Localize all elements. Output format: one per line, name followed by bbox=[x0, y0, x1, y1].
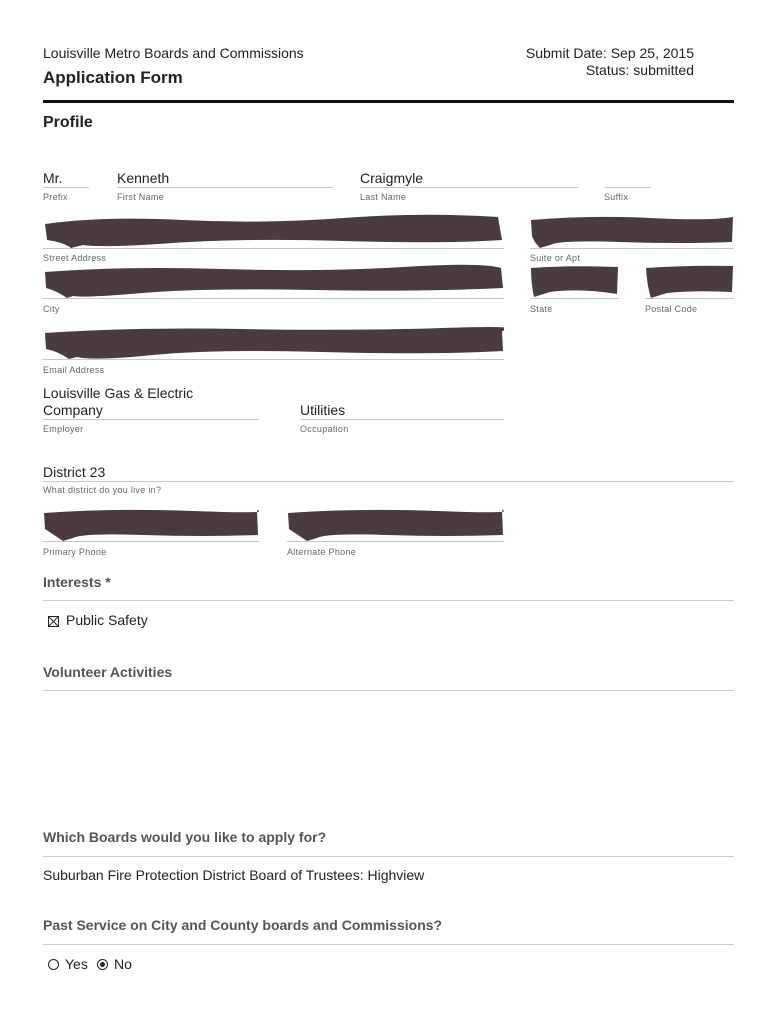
volunteer-divider bbox=[43, 690, 734, 691]
organization-name: Louisville Metro Boards and Commissions bbox=[43, 45, 304, 61]
past-service-yes-label: Yes bbox=[65, 956, 88, 972]
submission-info bbox=[526, 45, 694, 79]
section-title-interests: Interests * bbox=[43, 574, 111, 590]
past-service-no-radio[interactable] bbox=[97, 959, 108, 970]
alternate-phone-label: Alternate Phone bbox=[287, 547, 357, 557]
prefix-label: Prefix bbox=[43, 192, 68, 202]
alternate-phone-underline bbox=[287, 541, 504, 542]
district-label: What district do you live in? bbox=[43, 485, 162, 495]
suffix-underline bbox=[604, 187, 651, 188]
occupation-label: Occupation bbox=[300, 424, 349, 434]
prefix-underline bbox=[43, 187, 89, 188]
redacted-primary-phone bbox=[43, 507, 259, 541]
employer-underline bbox=[43, 419, 259, 420]
submit-date: Submit Date: Sep 25, 2015 bbox=[525, 45, 694, 61]
first-name-underline bbox=[117, 187, 333, 188]
first-name-value: Kenneth bbox=[117, 170, 170, 186]
section-title-profile: Profile bbox=[43, 114, 93, 131]
email-label: Email Address bbox=[43, 365, 105, 375]
first-name-label: First Name bbox=[117, 192, 165, 202]
past-service-no-label: No bbox=[114, 956, 132, 972]
email-underline bbox=[43, 359, 504, 360]
city-underline bbox=[43, 298, 504, 299]
redacted-suite bbox=[530, 214, 734, 248]
last-name-label: Last Name bbox=[360, 192, 407, 202]
section-title-volunteer-activities: Volunteer Activities bbox=[43, 664, 173, 680]
employer-value-line1: Louisville Gas & Electric bbox=[43, 385, 194, 401]
header-divider bbox=[43, 100, 734, 103]
section-title-boards: Which Boards would you like to apply for? bbox=[43, 829, 327, 845]
street-address-underline bbox=[43, 248, 504, 249]
past-service-yes-radio[interactable] bbox=[48, 959, 59, 970]
employer-field bbox=[43, 385, 259, 419]
state-label: State bbox=[530, 304, 553, 314]
public-safety-label: Public Safety bbox=[66, 612, 148, 628]
prefix-field bbox=[43, 168, 89, 187]
redacted-postal-code bbox=[645, 264, 734, 298]
boards-divider bbox=[43, 856, 734, 857]
state-underline bbox=[530, 298, 619, 299]
employer-label: Employer bbox=[43, 424, 84, 434]
district-field bbox=[43, 462, 734, 481]
first-name-field bbox=[117, 168, 333, 187]
occupation-field bbox=[300, 400, 504, 419]
suffix-label: Suffix bbox=[604, 192, 629, 202]
past-service-divider bbox=[43, 944, 734, 945]
postal-code-label: Postal Code bbox=[645, 304, 698, 314]
last-name-field bbox=[360, 168, 578, 187]
district-underline bbox=[43, 481, 734, 482]
street-address-label: Street Address bbox=[43, 253, 107, 263]
suffix-field bbox=[604, 168, 651, 187]
primary-phone-label: Primary Phone bbox=[43, 547, 107, 557]
redacted-street-address bbox=[43, 214, 504, 248]
status-text: Status: submitted bbox=[585, 62, 694, 78]
redacted-state bbox=[530, 264, 619, 298]
occupation-value: Utilities bbox=[300, 402, 346, 418]
city-label: City bbox=[43, 304, 60, 314]
interests-divider bbox=[43, 600, 734, 601]
employer-value-line2: Company bbox=[43, 402, 103, 418]
last-name-value: Craigmyle bbox=[360, 170, 424, 186]
section-title-past-service: Past Service on City and County boards and Commissions? bbox=[43, 917, 443, 933]
redacted-alternate-phone bbox=[287, 507, 504, 541]
boards-value: Suburban Fire Protection District Board of Trustees: Highview bbox=[43, 867, 425, 883]
occupation-underline bbox=[300, 419, 504, 420]
page-title: Application Form bbox=[43, 68, 183, 87]
redacted-email bbox=[43, 325, 504, 359]
district-value: District 23 bbox=[43, 464, 106, 480]
public-safety-checkbox[interactable] bbox=[48, 614, 59, 625]
prefix-value: Mr. bbox=[43, 170, 63, 186]
redacted-city bbox=[43, 264, 504, 298]
radio-selected-dot bbox=[100, 962, 105, 967]
suite-underline bbox=[530, 248, 734, 249]
suite-label: Suite or Apt bbox=[530, 253, 581, 263]
primary-phone-underline bbox=[43, 541, 259, 542]
postal-code-underline bbox=[645, 298, 734, 299]
last-name-underline bbox=[360, 187, 578, 188]
